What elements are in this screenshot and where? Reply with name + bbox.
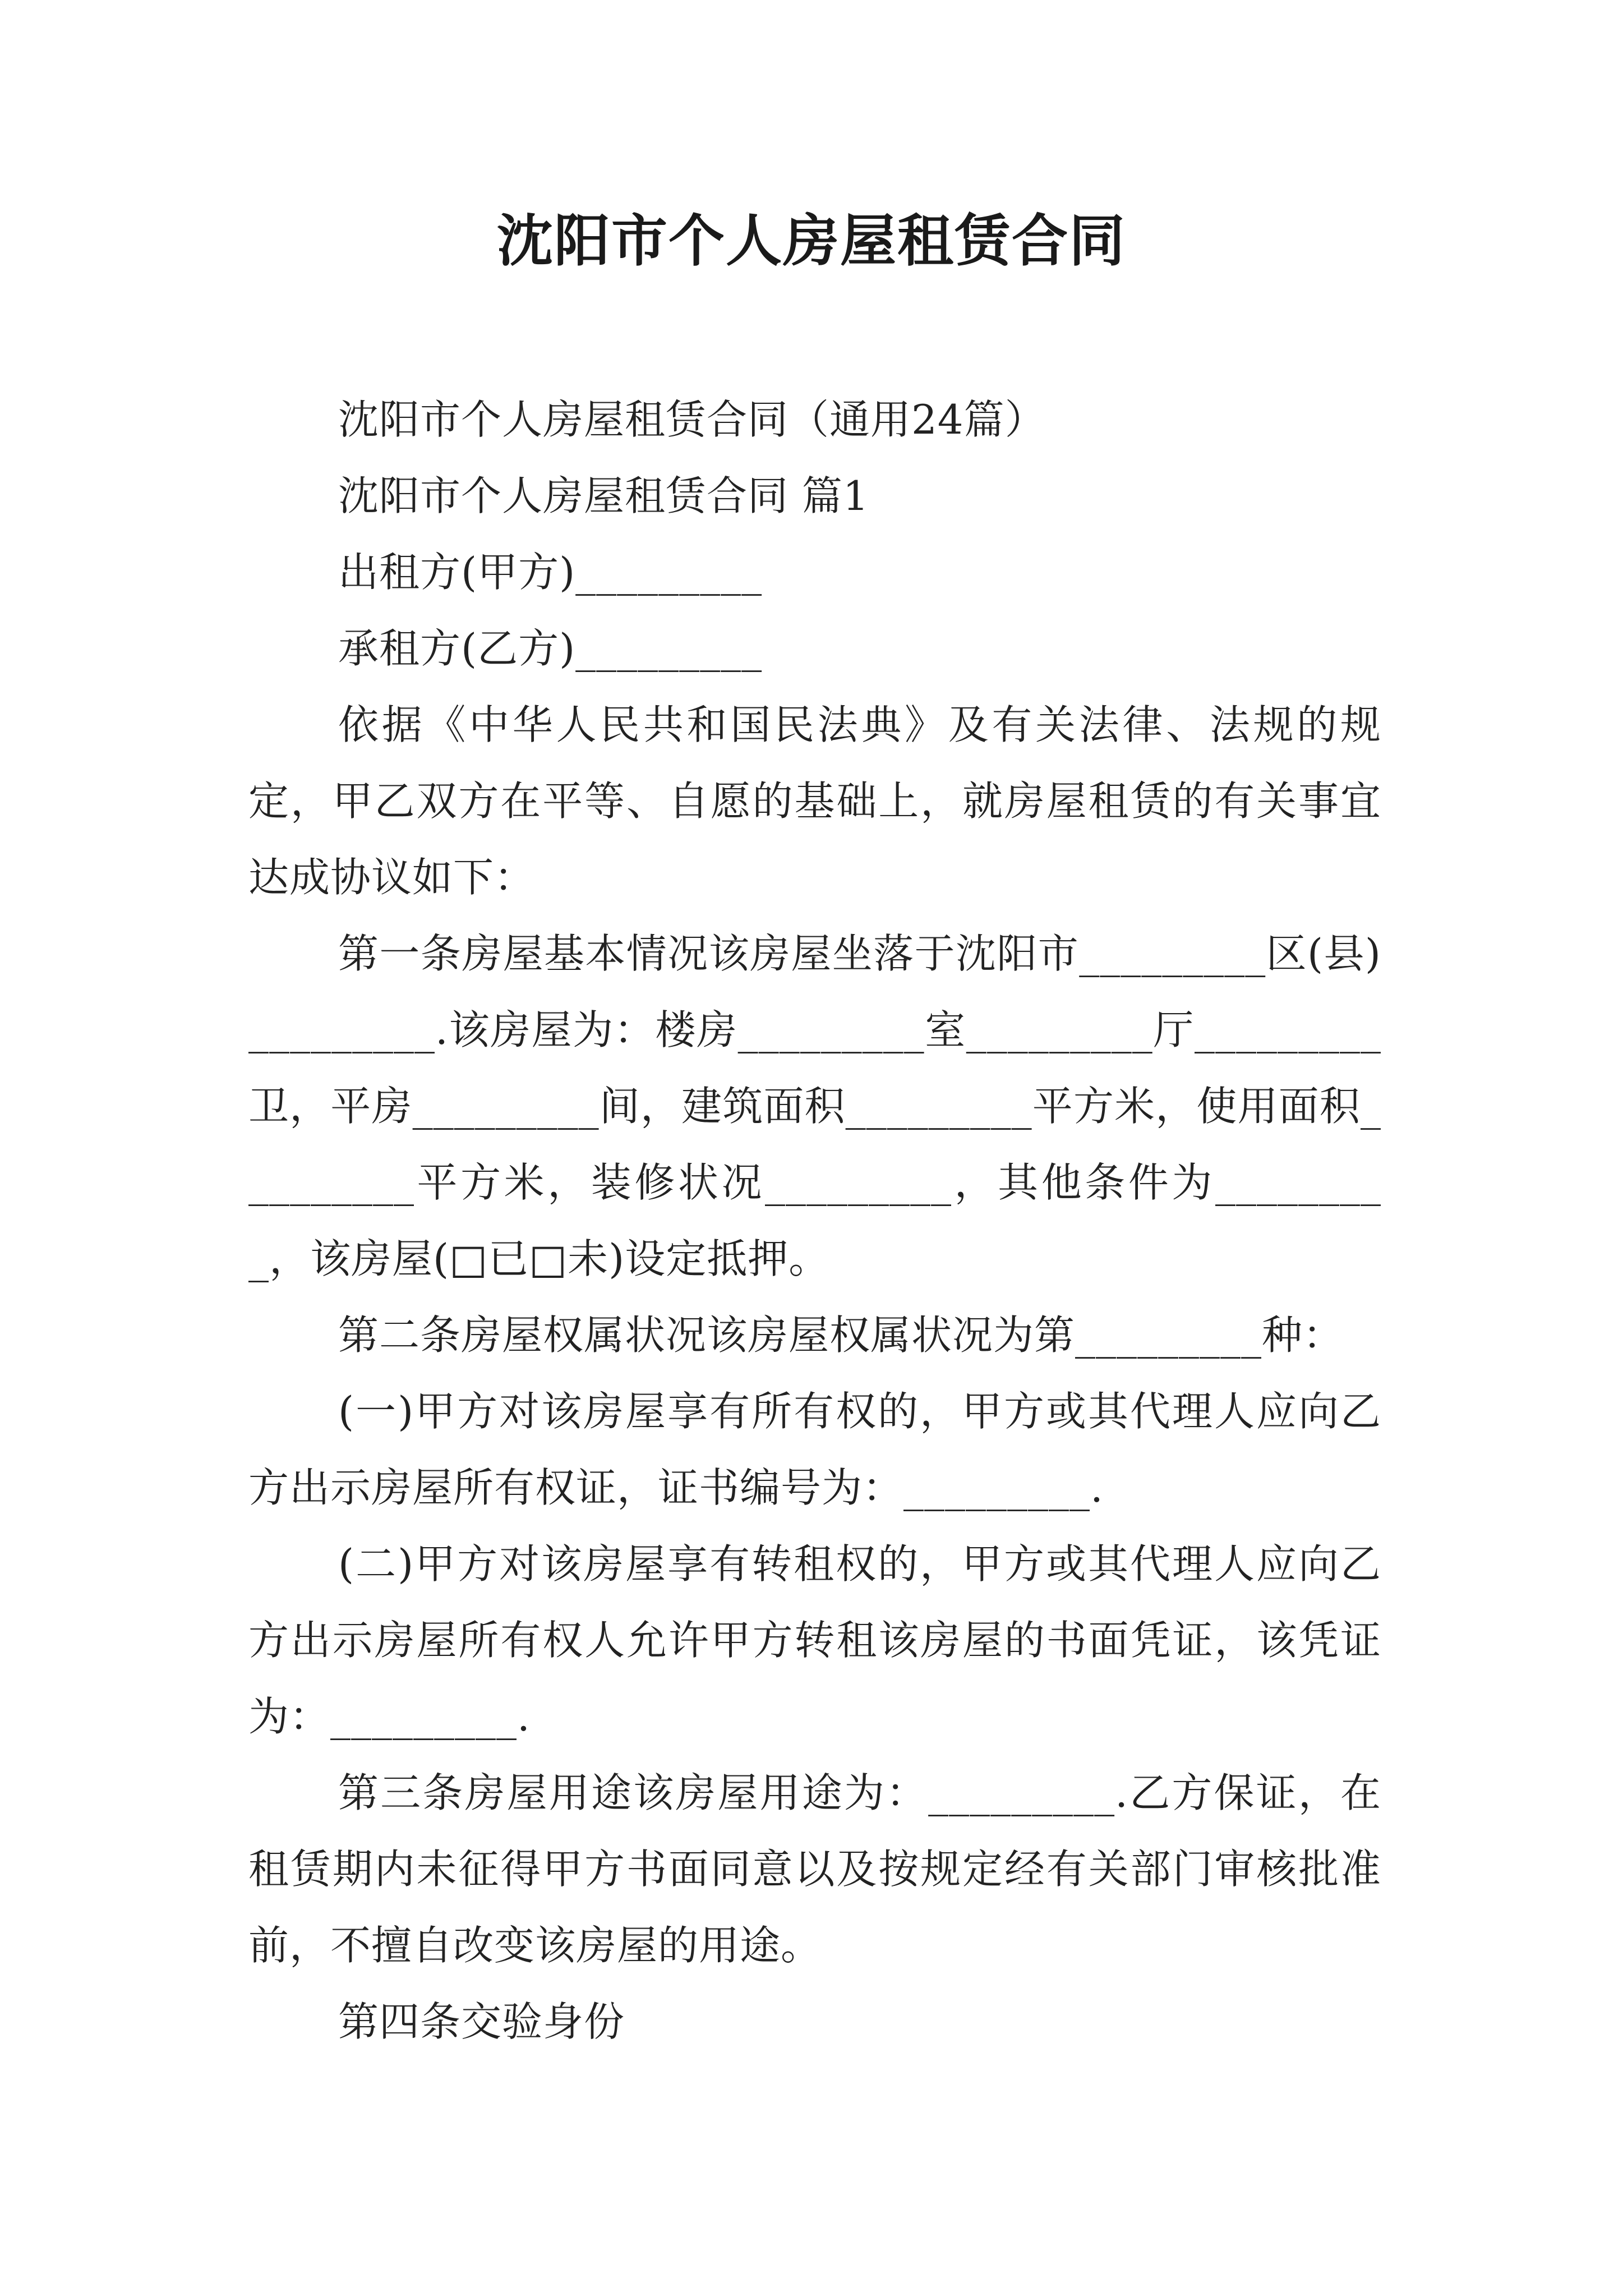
document-body	[248, 381, 1381, 2060]
paragraph-subtitle: 沈阳市个人房屋租赁合同（通用24篇）	[338, 396, 1046, 443]
paragraph-section-heading: 沈阳市个人房屋租赁合同 篇1	[338, 472, 869, 519]
paragraph-article-3: 第三条房屋用途该房屋用途为：_________.乙方保证，在租赁期内未征得甲方书面同意以及按规定经有关部门审核批准前，不擅自改变该房屋的用途。	[248, 1769, 1381, 1969]
paragraph-article-1: 第一条房屋基本情况该房屋坐落于沈阳市_________区(县)_________.该房屋为：楼房_________室_________厅_________卫，平房_________间，建筑面积_________平方米，使用面积_________平方米，装修状况_________，其他条件为_________，该房屋(□已□未)设定抵押。	[248, 930, 1381, 1282]
paragraph-lessee: 承租方(乙方)_________	[338, 625, 763, 672]
paragraph-article-4: 第四条交验身份	[338, 1998, 625, 2045]
paragraph-article-2-item-1: (一)甲方对该房屋享有所有权的，甲方或其代理人应向乙方出示房屋所有权证，证书编号为：_________.	[248, 1388, 1381, 1511]
document-title: 沈阳市个人房屋租赁合同	[497, 208, 1126, 274]
paragraph-article-2: 第二条房屋权属状况该房屋权属状况为第_________种：	[338, 1312, 1344, 1359]
paragraph-preamble: 依据《中华人民共和国民法典》及有关法律、法规的规定，甲乙双方在平等、自愿的基础上，就房屋租赁的有关事宜达成协议如下：	[248, 701, 1381, 901]
paragraph-article-2-item-2: (二)甲方对该房屋享有转租权的，甲方或其代理人应向乙方出示房屋所有权人允许甲方转租该房屋的书面凭证，该凭证为：_________.	[248, 1540, 1381, 1740]
paragraph-lessor: 出租方(甲方)_________	[338, 549, 763, 596]
